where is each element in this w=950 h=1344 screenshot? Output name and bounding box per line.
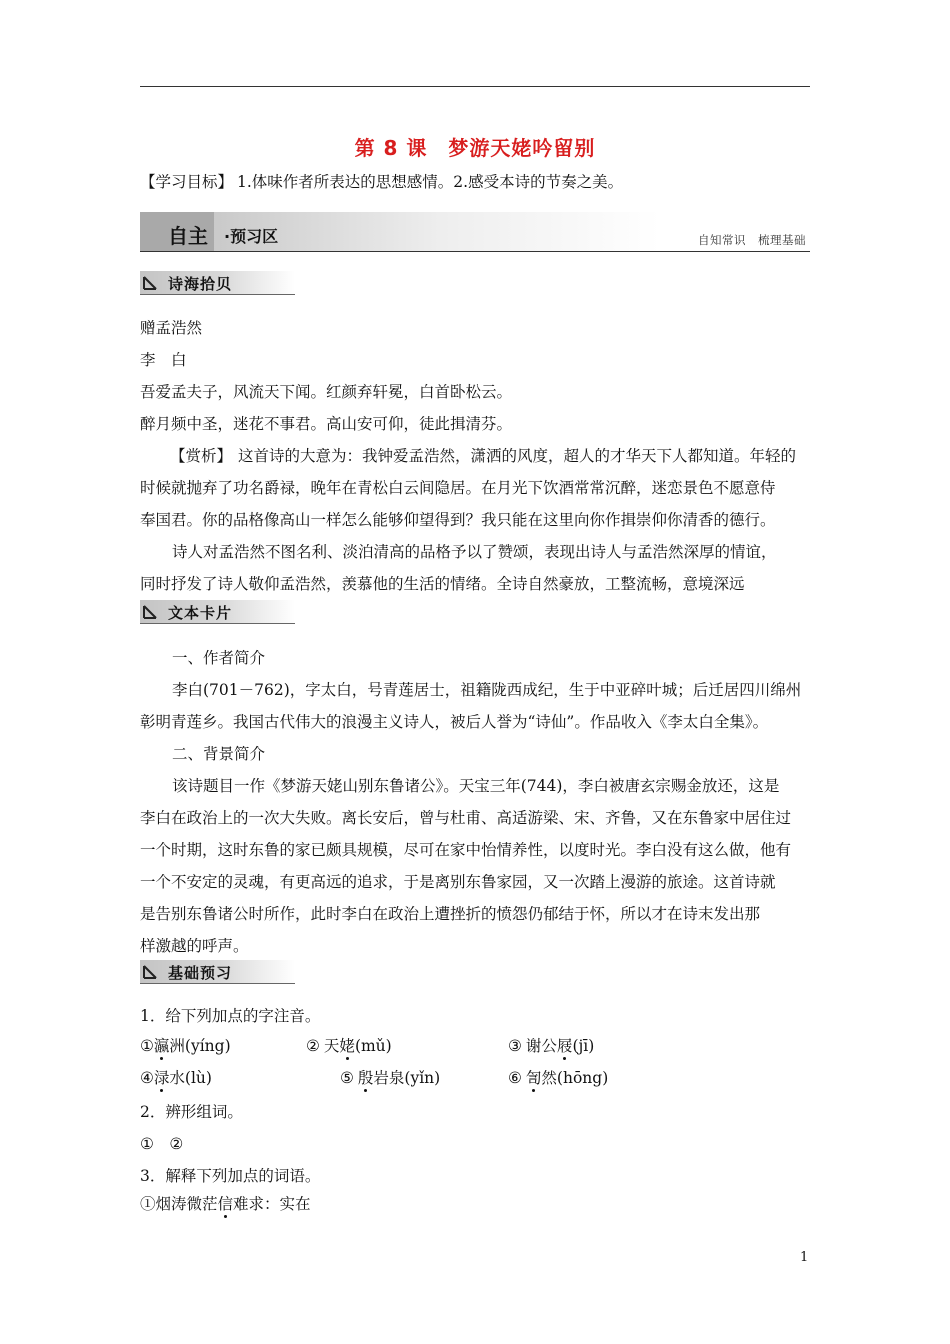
- item-text: ①烟涛微茫: [140, 1195, 218, 1213]
- poem-line: 吾爱孟夫子，风流天下闻。红颜弃轩冕，白首卧松云。: [140, 383, 513, 401]
- card-line: 一个不安定的灵魂，有更高远的追求，于是离别东鲁家园，又一次踏上漫游的旅途。这首诗就: [140, 873, 776, 891]
- band-right-label: 自知常识 梳理基础: [698, 233, 806, 247]
- pinyin-item-1: [140, 1036, 231, 1056]
- question-1: 1．给下列加点的字注音。: [140, 1007, 321, 1025]
- item-text: 洲(yíng): [169, 1037, 231, 1055]
- appreciation-line: [170, 446, 796, 466]
- pinyin-item-2: [306, 1036, 392, 1056]
- section-label: 基础预习: [168, 964, 233, 982]
- poem-author: 李 白: [140, 351, 187, 369]
- pinyin-item-5: [340, 1068, 440, 1088]
- appreciation-line: 诗人对孟浩然不图名利、淡泊清高的品格予以了赞颂，表现出诗人与孟浩然深厚的情谊，: [172, 543, 777, 561]
- diagonal-mark-icon: [142, 275, 158, 291]
- pinyin-item-6: [508, 1068, 608, 1088]
- band-main-label: 自主: [168, 224, 208, 248]
- question-2-items: ① ②: [140, 1135, 184, 1153]
- dotted-char: 殷: [357, 1069, 374, 1087]
- goal-label: 【学习目标】: [140, 173, 234, 191]
- card-line: 李白在政治上的一次大失败。离长安后，曾与杜甫、高适游梁、宋、齐鲁，又在东鲁家中居住过: [140, 809, 792, 827]
- item-text: 谢公: [525, 1037, 557, 1055]
- card-heading: 一、作者简介: [172, 649, 266, 667]
- pinyin-item-4: [140, 1068, 212, 1088]
- question-2: 2．辨形组词。: [140, 1103, 243, 1121]
- item-number: ①: [140, 1037, 154, 1055]
- item-number: ④: [140, 1069, 154, 1087]
- section-header-card: [140, 600, 295, 624]
- card-line: 该诗题目一作《梦游天姥山别东鲁诸公》。天宝三年(744)，李白被唐玄宗赐金放还，这是: [172, 777, 780, 795]
- section-label: 诗海拾贝: [168, 275, 233, 293]
- poem-title: 赠孟浩然: [140, 319, 203, 337]
- item-text: 天: [323, 1037, 340, 1055]
- item-number: ⑥: [508, 1069, 522, 1087]
- pinyin-item-3: [508, 1036, 594, 1056]
- page-number: 1: [800, 1250, 809, 1265]
- poem-line: 醉月频中圣，迷花不事君。高山安可仰，徒此揖清芬。: [140, 415, 513, 433]
- item-text: 岩泉(yǐn): [373, 1069, 441, 1087]
- dotted-char: 屐: [556, 1037, 573, 1055]
- band-sub-label: ·预习区: [224, 227, 279, 246]
- dotted-char: 信: [217, 1195, 234, 1213]
- dotted-char: 瀛: [153, 1037, 170, 1055]
- vocab-item-1: [140, 1194, 311, 1214]
- appreciation-line: 奉国君。你的品格像高山一样怎么能够仰望得到？我只能在这里向你作揖崇仰你清香的德行。: [140, 511, 776, 529]
- page-title: 第 8 课 梦游天姥吟留别: [354, 136, 596, 160]
- item-text: (mǔ): [354, 1037, 392, 1055]
- learning-goals: [140, 172, 623, 192]
- card-line: 彰明青莲乡。我国古代伟大的浪漫主义诗人，被后人誉为“诗仙”。作品收入《李太白全集》。: [140, 713, 769, 731]
- dotted-char: 訇: [525, 1069, 542, 1087]
- item-text: 然(hōng): [541, 1069, 609, 1087]
- question-3: 3．解释下列加点的词语。: [140, 1167, 321, 1185]
- card-line: 一个时期，这时东鲁的家已颇具规模，尽可在家中怡情养性，以度时光。李白没有这么做，他有: [140, 841, 792, 859]
- appreciation-label: 【赏析】: [170, 447, 233, 465]
- item-text: 难求：实在: [233, 1195, 311, 1213]
- diagonal-mark-icon: [142, 964, 158, 980]
- appreciation-text: 这首诗的大意为：我钟爱孟浩然，潇洒的风度，超人的才华天下人都知道。年轻的: [238, 447, 797, 465]
- item-number: ⑤: [340, 1069, 354, 1087]
- dotted-char: 渌: [153, 1069, 170, 1087]
- header-rule: [140, 86, 810, 87]
- goal-text: 1.体味作者所表达的思想感情。2.感受本诗的节奏之美。: [237, 173, 624, 191]
- card-line: 样激越的呼声。: [140, 937, 249, 955]
- item-number: ③: [508, 1037, 522, 1055]
- diagonal-mark-icon: [142, 604, 158, 620]
- section-label: 文本卡片: [168, 604, 233, 622]
- section-band: [140, 212, 810, 252]
- card-line: 是告别东鲁诸公时所作，此时李白在政治上遭挫折的愤怨仍郁结于怀，所以才在诗末发出那: [140, 905, 761, 923]
- appreciation-line: 同时抒发了诗人敬仰孟浩然，羡慕他的生活的情绪。全诗自然豪放，工整流畅，意境深远: [140, 575, 745, 593]
- card-line: 李白(701－762)，字太白，号青莲居士，祖籍陇西成纪，生于中亚碎叶城；后迁居四川绵州: [172, 681, 802, 699]
- item-text: (jī): [572, 1037, 595, 1055]
- dotted-char: 姥: [339, 1037, 355, 1055]
- appreciation-line: 时候就抛弃了功名爵禄，晚年在青松白云间隐居。在月光下饮酒常常沉醉，迷恋景色不愿意侍: [140, 479, 776, 497]
- card-heading: 二、背景简介: [172, 745, 266, 763]
- section-header-poetry: [140, 271, 295, 295]
- item-number: ②: [306, 1037, 320, 1055]
- section-header-basics: [140, 960, 295, 984]
- item-text: 水(lù): [169, 1069, 212, 1087]
